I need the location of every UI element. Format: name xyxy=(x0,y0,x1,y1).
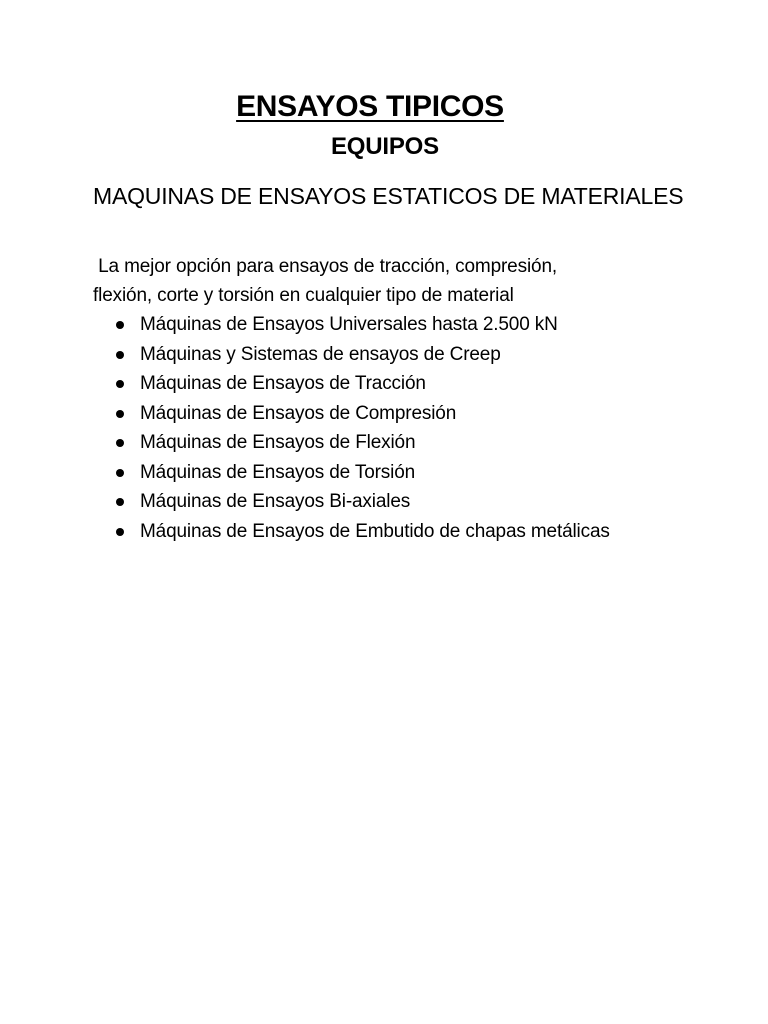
list-item xyxy=(140,399,740,429)
bullet-icon xyxy=(116,469,124,477)
list-item-text: Máquinas de Ensayos de Embutido de chapas metálicas xyxy=(140,520,610,542)
intro-line-1: La mejor opción para ensayos de tracción, compresión, xyxy=(93,256,557,277)
bullet-icon xyxy=(116,321,124,329)
list-item xyxy=(140,340,740,370)
list-item xyxy=(140,458,740,488)
list-item-text: Máquinas de Ensayos de Flexión xyxy=(140,432,416,453)
list-item xyxy=(140,428,740,458)
bullet-icon xyxy=(116,528,124,536)
list-item-text: Máquinas de Ensayos Bi-axiales xyxy=(140,491,411,512)
list-item xyxy=(140,310,740,340)
list-item-text: Máquinas de Ensayos de Tracción xyxy=(140,373,426,394)
bullet-icon xyxy=(116,498,124,506)
document-title: ENSAYOS TIPICOS xyxy=(236,90,504,123)
list-item-text: Máquinas y Sistemas de ensayos de Creep xyxy=(140,343,501,365)
bullet-icon xyxy=(116,410,124,418)
list-item xyxy=(140,369,740,399)
bullet-icon xyxy=(116,351,124,359)
intro-line-2: flexión, corte y torsión en cualquier tipo de material xyxy=(93,285,514,306)
list-item xyxy=(140,487,740,517)
bullet-icon xyxy=(116,380,124,388)
list-item-text: Máquinas de Ensayos de Compresión xyxy=(140,402,457,424)
list-item-text: Máquinas de Ensayos de Torsión xyxy=(140,461,416,483)
list-item-text: Máquinas de Ensayos Universales hasta 2.500 kN xyxy=(140,314,558,335)
document-subtitle: EQUIPOS xyxy=(331,133,439,160)
bullet-icon xyxy=(116,439,124,447)
equipment-list xyxy=(140,310,740,546)
intro-paragraph xyxy=(93,252,713,310)
section-heading: MAQUINAS DE ENSAYOS ESTATICOS DE MATERIALES xyxy=(93,183,684,209)
list-item xyxy=(140,517,740,547)
